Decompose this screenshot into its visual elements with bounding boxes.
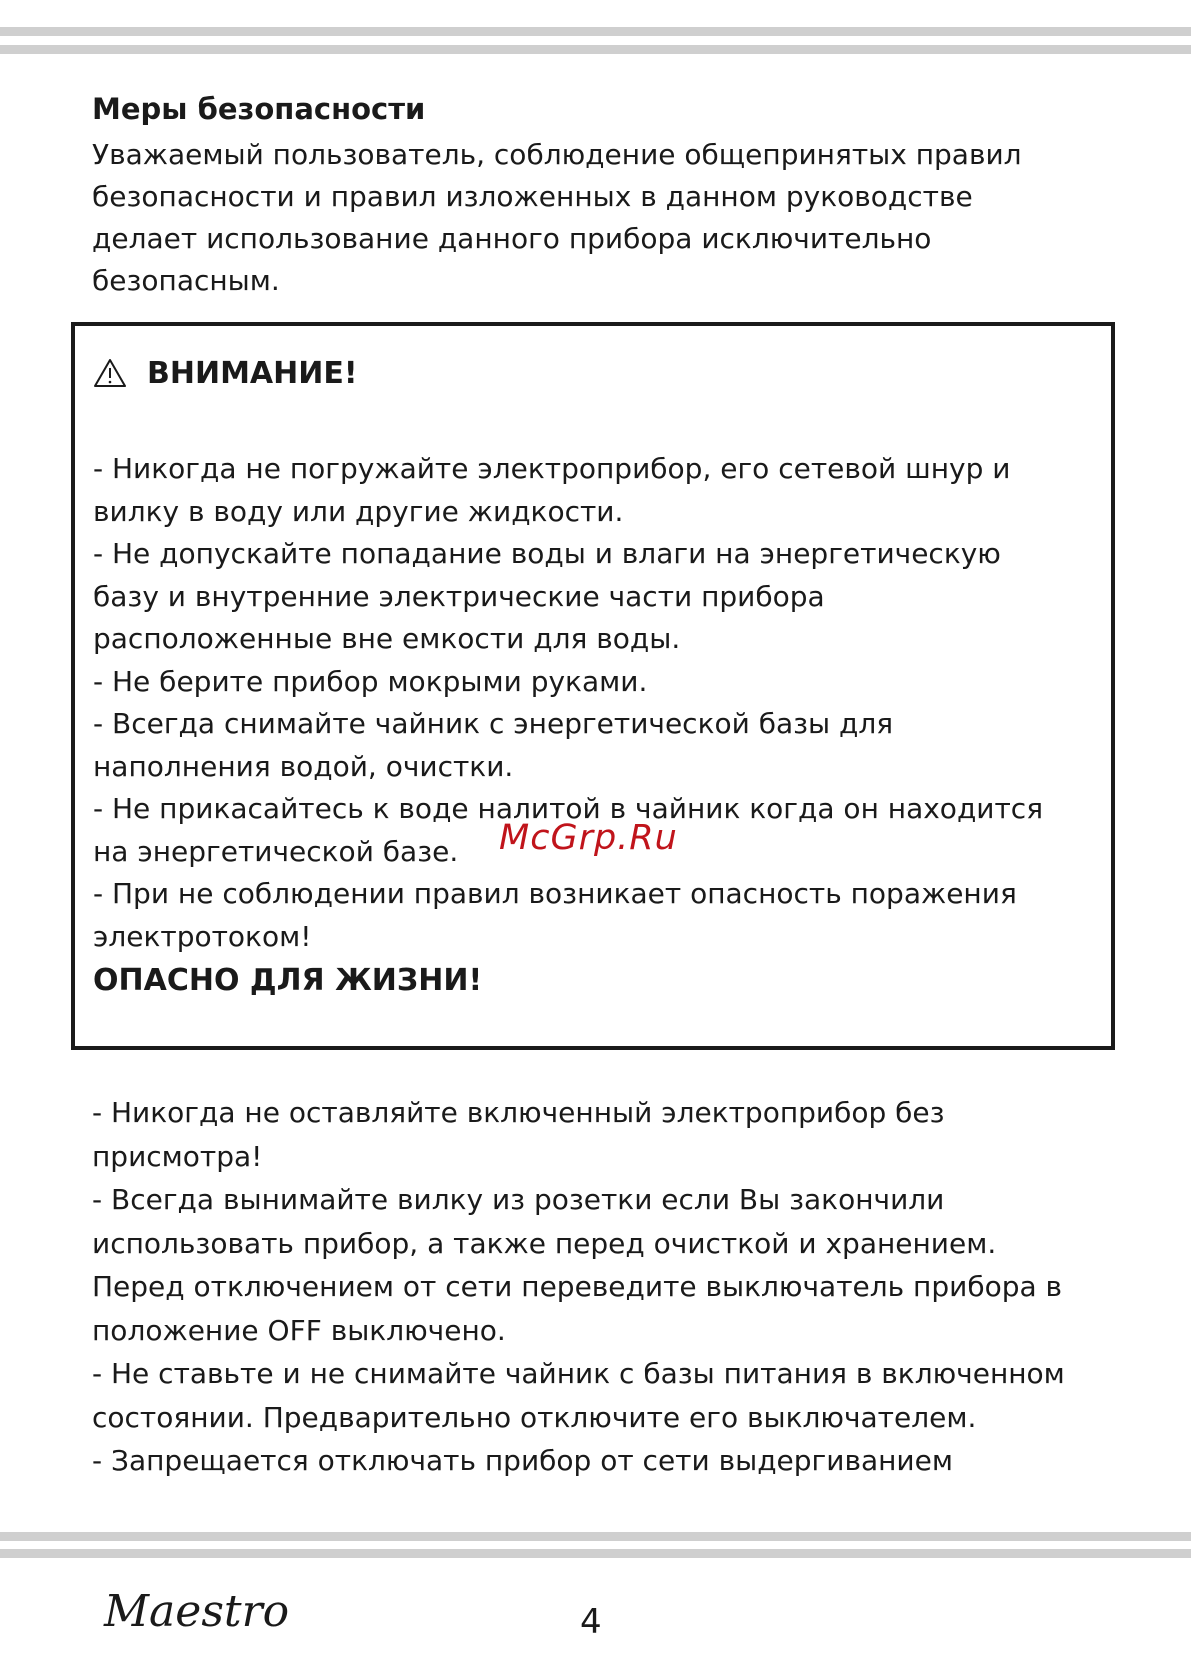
intro-line: безопасным. bbox=[92, 264, 280, 297]
warning-line: расположенные вне емкости для воды. bbox=[93, 622, 681, 655]
intro-line: делает использование данного прибора исключительно bbox=[92, 222, 932, 255]
warning-line: - При не соблюдении правил возникает опасность поражения bbox=[93, 877, 1017, 910]
danger-text: ОПАСНО ДЛЯ ЖИЗНИ! bbox=[93, 963, 483, 998]
safety-line: - Не ставьте и не снимайте чайник с базы питания в включенном bbox=[92, 1357, 1065, 1390]
warning-list bbox=[93, 448, 1043, 958]
safety-line: - Никогда не оставляйте включенный электроприбор без bbox=[92, 1096, 945, 1129]
warning-line: - Никогда не погружайте электроприбор, его сетевой шнур и bbox=[93, 452, 1011, 485]
bottom-rule-1 bbox=[0, 1532, 1191, 1541]
intro-paragraph bbox=[92, 134, 1022, 302]
warning-box bbox=[71, 322, 1115, 1050]
warning-line: наполнения водой, очистки. bbox=[93, 749, 514, 783]
top-rule-2 bbox=[0, 45, 1191, 54]
brand-logo: Maestro bbox=[104, 1586, 290, 1637]
warning-title bbox=[93, 352, 358, 394]
warning-title-text: ВНИМАНИЕ! bbox=[147, 355, 358, 391]
safety-line: состоянии. Предварительно отключите его выключателем. bbox=[92, 1400, 977, 1434]
safety-line: Перед отключением от сети переведите выключатель прибора в bbox=[92, 1270, 1063, 1303]
warning-line: вилку в воду или другие жидкости. bbox=[93, 494, 624, 528]
section-title: Меры безопасности bbox=[92, 92, 426, 126]
safety-line: использовать прибор, а также перед очисткой и хранением. bbox=[92, 1226, 997, 1260]
page-number: 4 bbox=[580, 1602, 602, 1642]
warning-line: - Не допускайте попадание воды и влаги на энергетическую bbox=[93, 537, 1001, 570]
bottom-rule-2 bbox=[0, 1549, 1191, 1558]
warning-line: - Всегда снимайте чайник с энергетической базы для bbox=[93, 707, 894, 740]
intro-line: безопасности и правил изложенных в данном руководстве bbox=[92, 180, 973, 213]
safety-line: присмотра! bbox=[92, 1139, 263, 1173]
warning-line: - Не прикасайтесь к воде налитой в чайник когда он находится bbox=[93, 792, 1044, 825]
warning-line: на энергетической базе. bbox=[93, 834, 459, 868]
top-rule-1 bbox=[0, 27, 1191, 36]
safety-line: - Всегда вынимайте вилку из розетки если Вы закончили bbox=[92, 1183, 945, 1216]
safety-line: положение OFF выключено. bbox=[92, 1313, 506, 1347]
watermark: McGrp.Ru bbox=[499, 818, 678, 858]
warning-line: базу и внутренние электрические части прибора bbox=[93, 579, 825, 613]
warning-line: - Не берите прибор мокрыми руками. bbox=[93, 664, 648, 698]
warning-line: электротоком! bbox=[93, 919, 312, 953]
safety-line: - Запрещается отключать прибор от сети выдергиванием bbox=[92, 1444, 953, 1477]
safety-list bbox=[92, 1091, 1065, 1483]
warning-triangle-icon bbox=[93, 358, 127, 388]
intro-line: Уважаемый пользователь, соблюдение общепринятых правил bbox=[92, 138, 1022, 171]
